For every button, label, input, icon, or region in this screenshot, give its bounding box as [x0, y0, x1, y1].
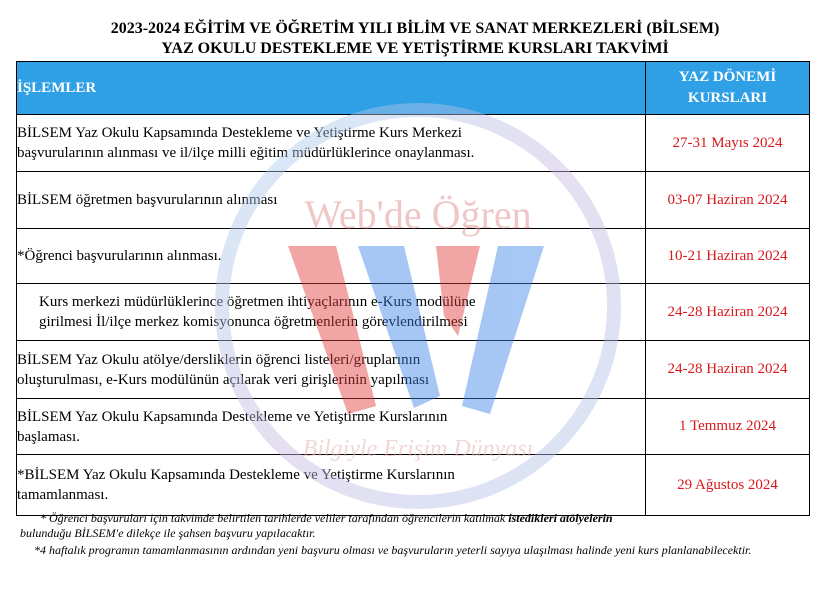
operation-text-line2: başvurularının alınması ve il/ilçe milli eğitim müdürlüklerince onaylanması.: [17, 145, 475, 161]
operation-text-line1: *Öğrenci başvurularının alınması.: [17, 248, 222, 264]
date-cell: 24-28 Haziran 2024: [646, 284, 810, 341]
operation-text-line2: tamamlanması.: [17, 487, 109, 503]
operation-cell: [17, 284, 646, 341]
footnote-1: [20, 511, 810, 526]
footnote-2: *4 haftalık programın tamamlanmasının ardından yeni başvuru olması ve başvuruların yeterli sayıya ulaşılması halinde yeni kurs planlanabilecektir.: [34, 543, 752, 557]
watermark-tagline-text: Bilgiyle Erişim Dünyası: [302, 436, 534, 462]
header-period-line1: YAZ DÖNEMİ: [678, 69, 777, 85]
operation-text-line2: girilmesi İl/ilçe merkez komisyonunca öğretmenlerin görevlendirilmesi: [39, 314, 468, 330]
operation-cell: [17, 229, 646, 284]
date-cell: 27-31 Mayıs 2024: [646, 115, 810, 172]
operation-cell: [17, 115, 646, 172]
date-cell: 1 Temmuz 2024: [646, 399, 810, 455]
operation-cell: [17, 399, 646, 455]
operation-text-line1: BİLSEM Yaz Okulu Kapsamında Destekleme ve Yetiştirme Kurslarının: [17, 408, 448, 425]
operation-text-line2: oluşturulması, e-Kurs modülünün açılarak veri girişlerinin yapılması: [17, 371, 429, 388]
header-summer-period: [646, 62, 810, 115]
table-row: [17, 115, 810, 172]
watermark-brand-text: Web'de Öğren: [304, 192, 532, 237]
table-row: [17, 455, 810, 516]
table-row: [17, 284, 810, 341]
table-row: [17, 399, 810, 455]
operation-text-line2: başlaması.: [17, 428, 80, 445]
operation-cell: [17, 341, 646, 399]
footnotes: [20, 511, 810, 558]
calendar-table: [16, 61, 810, 516]
footnote-1-line2: bulunduğu BİLSEM'e dilekçe ile şahsen başvuru yapılacaktır.: [20, 526, 316, 540]
operation-text-line1: Kurs merkezi müdürlüklerince öğretmen ihtiyaçlarının e-Kurs modülüne: [39, 294, 476, 310]
date-cell: 29 Ağustos 2024: [646, 455, 810, 516]
date-cell: 24-28 Haziran 2024: [646, 341, 810, 399]
operation-text-line1: BİLSEM öğretmen başvurularının alınması: [17, 192, 278, 208]
header-period-line2: KURSLARI: [687, 90, 768, 106]
operation-text-line1: BİLSEM Yaz Okulu Kapsamında Destekleme ve Yetiştirme Kurs Merkezi: [17, 125, 462, 141]
operation-text-line1: BİLSEM Yaz Okulu atölye/dersliklerin öğrenci listeleri/gruplarının: [17, 351, 421, 368]
footnote-1-text: * Öğrenci başvuruları için takvimde belirtilen tarihlerde veliler tarafından öğrencilerin katılmak: [40, 511, 509, 525]
operation-text-line1: *BİLSEM Yaz Okulu Kapsamında Destekleme ve Yetiştirme Kurslarının: [17, 467, 455, 483]
document-title-line2: YAZ OKULU DESTEKLEME VE YETİŞTİRME KURSLARI TAKVİMİ: [161, 40, 669, 57]
table-row: [17, 172, 810, 229]
header-operations: İŞLEMLER: [17, 62, 646, 115]
operation-cell: [17, 172, 646, 229]
table-header-row: [17, 62, 810, 115]
table-row: [17, 229, 810, 284]
operation-cell: [17, 455, 646, 516]
document-title-line1: 2023-2024 EĞİTİM VE ÖĞRETİM YILI BİLİM VE SANAT MERKEZLERİ (BİLSEM): [110, 20, 720, 37]
date-cell: 10-21 Haziran 2024: [646, 229, 810, 284]
footnote-1-bold: istedikleri atölyelerin: [508, 511, 613, 525]
table-row: [17, 341, 810, 399]
date-cell: 03-07 Haziran 2024: [646, 172, 810, 229]
